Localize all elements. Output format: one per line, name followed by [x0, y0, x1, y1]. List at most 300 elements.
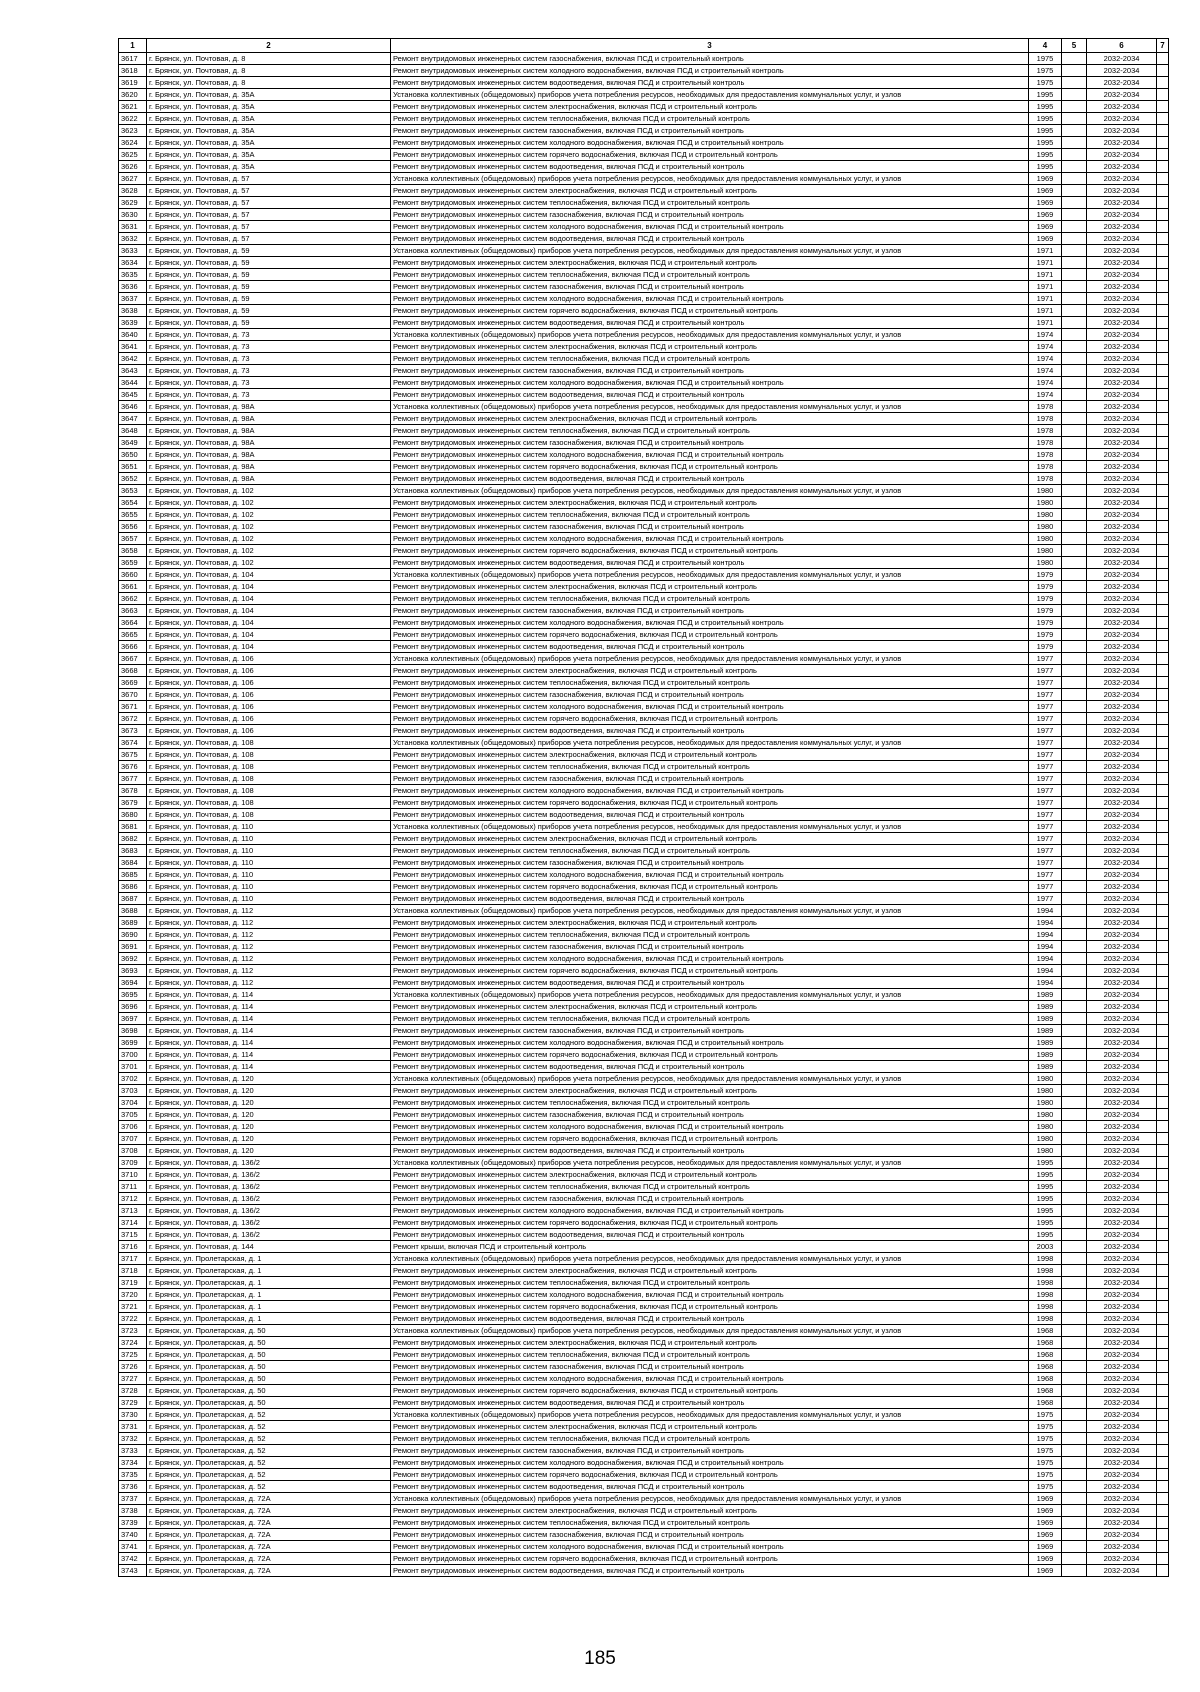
- work-description-cell: Ремонт внутридомовых инженерных систем водоотведения, включая ПСД и строительный контроль: [391, 893, 1029, 905]
- empty-cell: [1062, 857, 1087, 869]
- empty-cell: [1157, 1553, 1169, 1565]
- address-cell: г. Брянск, ул. Почтовая, д. 136/2: [147, 1217, 391, 1229]
- period-cell: 2032-2034: [1087, 1109, 1157, 1121]
- table-row: [119, 1205, 1169, 1217]
- period-cell: 2032-2034: [1087, 1565, 1157, 1577]
- table-row: [119, 257, 1169, 269]
- empty-cell: [1062, 953, 1087, 965]
- period-cell: 2032-2034: [1087, 1253, 1157, 1265]
- row-number-cell: 3680: [119, 809, 147, 821]
- period-cell: 2032-2034: [1087, 473, 1157, 485]
- table-row: [119, 629, 1169, 641]
- table-row: [119, 557, 1169, 569]
- period-cell: 2032-2034: [1087, 989, 1157, 1001]
- year-cell: 1978: [1029, 473, 1062, 485]
- row-number-cell: 3657: [119, 533, 147, 545]
- address-cell: г. Брянск, ул. Почтовая, д. 112: [147, 929, 391, 941]
- year-cell: 1969: [1029, 173, 1062, 185]
- table-row: [119, 1493, 1169, 1505]
- empty-cell: [1062, 1409, 1087, 1421]
- empty-cell: [1157, 1385, 1169, 1397]
- address-cell: г. Брянск, ул. Пролетарская, д. 72А: [147, 1529, 391, 1541]
- year-cell: 1969: [1029, 209, 1062, 221]
- address-cell: г. Брянск, ул. Почтовая, д. 102: [147, 497, 391, 509]
- year-cell: 1977: [1029, 665, 1062, 677]
- period-cell: 2032-2034: [1087, 629, 1157, 641]
- empty-cell: [1062, 1169, 1087, 1181]
- table-row: [119, 761, 1169, 773]
- row-number-cell: 3737: [119, 1493, 147, 1505]
- address-cell: г. Брянск, ул. Почтовая, д. 108: [147, 785, 391, 797]
- table-row: [119, 509, 1169, 521]
- empty-cell: [1062, 1145, 1087, 1157]
- year-cell: 1995: [1029, 125, 1062, 137]
- period-cell: 2032-2034: [1087, 1157, 1157, 1169]
- empty-cell: [1157, 425, 1169, 437]
- row-number-cell: 3697: [119, 1013, 147, 1025]
- row-number-cell: 3720: [119, 1289, 147, 1301]
- empty-cell: [1062, 1109, 1087, 1121]
- period-cell: 2032-2034: [1087, 197, 1157, 209]
- row-number-cell: 3716: [119, 1241, 147, 1253]
- row-number-cell: 3650: [119, 449, 147, 461]
- column-header: 3: [391, 39, 1029, 53]
- empty-cell: [1157, 245, 1169, 257]
- row-number-cell: 3711: [119, 1181, 147, 1193]
- empty-cell: [1157, 557, 1169, 569]
- period-cell: 2032-2034: [1087, 509, 1157, 521]
- table-row: [119, 1565, 1169, 1577]
- address-cell: г. Брянск, ул. Почтовая, д. 120: [147, 1073, 391, 1085]
- row-number-cell: 3662: [119, 593, 147, 605]
- table-row: [119, 113, 1169, 125]
- empty-cell: [1157, 101, 1169, 113]
- work-description-cell: Ремонт внутридомовых инженерных систем холодного водоснабжения, включая ПСД и строительный контроль: [391, 293, 1029, 305]
- period-cell: 2032-2034: [1087, 437, 1157, 449]
- empty-cell: [1157, 1529, 1169, 1541]
- year-cell: 1980: [1029, 1145, 1062, 1157]
- year-cell: 1975: [1029, 1469, 1062, 1481]
- address-cell: г. Брянск, ул. Почтовая, д. 59: [147, 281, 391, 293]
- period-cell: 2032-2034: [1087, 557, 1157, 569]
- empty-cell: [1157, 389, 1169, 401]
- empty-cell: [1062, 1049, 1087, 1061]
- row-number-cell: 3722: [119, 1313, 147, 1325]
- empty-cell: [1157, 53, 1169, 65]
- empty-cell: [1157, 209, 1169, 221]
- empty-cell: [1062, 797, 1087, 809]
- table-row: [119, 1241, 1169, 1253]
- table-row: [119, 125, 1169, 137]
- address-cell: г. Брянск, ул. Пролетарская, д. 72А: [147, 1505, 391, 1517]
- period-cell: 2032-2034: [1087, 1073, 1157, 1085]
- year-cell: 1968: [1029, 1397, 1062, 1409]
- work-description-cell: Ремонт внутридомовых инженерных систем горячего водоснабжения, включая ПСД и строительный контроль: [391, 881, 1029, 893]
- period-cell: 2032-2034: [1087, 1085, 1157, 1097]
- empty-cell: [1062, 1085, 1087, 1097]
- period-cell: 2032-2034: [1087, 881, 1157, 893]
- empty-cell: [1157, 893, 1169, 905]
- row-number-cell: 3644: [119, 377, 147, 389]
- empty-cell: [1157, 365, 1169, 377]
- year-cell: 1977: [1029, 809, 1062, 821]
- work-description-cell: Ремонт внутридомовых инженерных систем газоснабжения, включая ПСД и строительный контроль: [391, 941, 1029, 953]
- address-cell: г. Брянск, ул. Почтовая, д. 114: [147, 1001, 391, 1013]
- empty-cell: [1157, 1073, 1169, 1085]
- year-cell: 1977: [1029, 845, 1062, 857]
- row-number-cell: 3739: [119, 1517, 147, 1529]
- empty-cell: [1157, 917, 1169, 929]
- empty-cell: [1157, 1157, 1169, 1169]
- year-cell: 1989: [1029, 989, 1062, 1001]
- empty-cell: [1157, 77, 1169, 89]
- empty-cell: [1062, 581, 1087, 593]
- work-description-cell: Ремонт внутридомовых инженерных систем горячего водоснабжения, включая ПСД и строительный контроль: [391, 1049, 1029, 1061]
- empty-cell: [1157, 317, 1169, 329]
- empty-cell: [1062, 713, 1087, 725]
- work-description-cell: Ремонт внутридомовых инженерных систем электроснабжения, включая ПСД и строительный контроль: [391, 665, 1029, 677]
- empty-cell: [1157, 533, 1169, 545]
- empty-cell: [1157, 125, 1169, 137]
- year-cell: 1974: [1029, 341, 1062, 353]
- year-cell: 1980: [1029, 545, 1062, 557]
- period-cell: 2032-2034: [1087, 977, 1157, 989]
- empty-cell: [1062, 965, 1087, 977]
- year-cell: 1968: [1029, 1325, 1062, 1337]
- work-description-cell: Ремонт внутридомовых инженерных систем горячего водоснабжения, включая ПСД и строительный контроль: [391, 1301, 1029, 1313]
- address-cell: г. Брянск, ул. Почтовая, д. 112: [147, 941, 391, 953]
- table-row: [119, 1529, 1169, 1541]
- empty-cell: [1062, 1325, 1087, 1337]
- row-number-cell: 3695: [119, 989, 147, 1001]
- address-cell: г. Брянск, ул. Почтовая, д. 108: [147, 737, 391, 749]
- period-cell: 2032-2034: [1087, 485, 1157, 497]
- empty-cell: [1062, 1313, 1087, 1325]
- work-description-cell: Ремонт внутридомовых инженерных систем газоснабжения, включая ПСД и строительный контроль: [391, 281, 1029, 293]
- work-description-cell: Ремонт внутридомовых инженерных систем теплоснабжения, включая ПСД и строительный контроль: [391, 269, 1029, 281]
- empty-cell: [1062, 449, 1087, 461]
- work-description-cell: Ремонт внутридомовых инженерных систем водоотведения, включая ПСД и строительный контроль: [391, 1313, 1029, 1325]
- work-description-cell: Ремонт внутридомовых инженерных систем холодного водоснабжения, включая ПСД и строительный контроль: [391, 533, 1029, 545]
- table-row: [119, 281, 1169, 293]
- empty-cell: [1062, 737, 1087, 749]
- empty-cell: [1062, 1433, 1087, 1445]
- table-row: [119, 1061, 1169, 1073]
- table-row: [119, 401, 1169, 413]
- year-cell: 1995: [1029, 89, 1062, 101]
- address-cell: г. Брянск, ул. Пролетарская, д. 50: [147, 1325, 391, 1337]
- table-row: [119, 1109, 1169, 1121]
- column-header: 2: [147, 39, 391, 53]
- work-description-cell: Установка коллективных (общедомовых) приборов учета потребления ресурсов, необходимых для предоставления коммунальных услуг, и узлов: [391, 329, 1029, 341]
- empty-cell: [1062, 437, 1087, 449]
- year-cell: 1994: [1029, 965, 1062, 977]
- year-cell: 1968: [1029, 1349, 1062, 1361]
- capital-repair-table: [118, 38, 1169, 1577]
- period-cell: 2032-2034: [1087, 1445, 1157, 1457]
- empty-cell: [1062, 197, 1087, 209]
- empty-cell: [1157, 521, 1169, 533]
- address-cell: г. Брянск, ул. Почтовая, д. 106: [147, 689, 391, 701]
- empty-cell: [1062, 1517, 1087, 1529]
- empty-cell: [1062, 185, 1087, 197]
- year-cell: 1977: [1029, 725, 1062, 737]
- empty-cell: [1062, 305, 1087, 317]
- address-cell: г. Брянск, ул. Почтовая, д. 112: [147, 917, 391, 929]
- empty-cell: [1062, 221, 1087, 233]
- address-cell: г. Брянск, ул. Почтовая, д. 106: [147, 677, 391, 689]
- address-cell: г. Брянск, ул. Почтовая, д. 136/2: [147, 1169, 391, 1181]
- year-cell: 1994: [1029, 977, 1062, 989]
- empty-cell: [1157, 1001, 1169, 1013]
- work-description-cell: Ремонт внутридомовых инженерных систем газоснабжения, включая ПСД и строительный контроль: [391, 365, 1029, 377]
- address-cell: г. Брянск, ул. Пролетарская, д. 52: [147, 1469, 391, 1481]
- address-cell: г. Брянск, ул. Почтовая, д. 8: [147, 65, 391, 77]
- empty-cell: [1062, 89, 1087, 101]
- table-row: [119, 293, 1169, 305]
- address-cell: г. Брянск, ул. Почтовая, д. 102: [147, 521, 391, 533]
- table-row: [119, 605, 1169, 617]
- empty-cell: [1062, 1133, 1087, 1145]
- empty-cell: [1157, 161, 1169, 173]
- work-description-cell: Ремонт внутридомовых инженерных систем газоснабжения, включая ПСД и строительный контроль: [391, 1445, 1029, 1457]
- empty-cell: [1157, 1541, 1169, 1553]
- address-cell: г. Брянск, ул. Почтовая, д. 57: [147, 173, 391, 185]
- empty-cell: [1157, 437, 1169, 449]
- row-number-cell: 3665: [119, 629, 147, 641]
- address-cell: г. Брянск, ул. Почтовая, д. 35А: [147, 125, 391, 137]
- address-cell: г. Брянск, ул. Почтовая, д. 57: [147, 185, 391, 197]
- work-description-cell: Ремонт внутридомовых инженерных систем газоснабжения, включая ПСД и строительный контроль: [391, 1025, 1029, 1037]
- address-cell: г. Брянск, ул. Почтовая, д. 108: [147, 797, 391, 809]
- empty-cell: [1062, 605, 1087, 617]
- work-description-cell: Установка коллективных (общедомовых) приборов учета потребления ресурсов, необходимых для предоставления коммунальных услуг, и узлов: [391, 1325, 1029, 1337]
- table-row: [119, 1445, 1169, 1457]
- year-cell: 1974: [1029, 377, 1062, 389]
- table-row: [119, 533, 1169, 545]
- empty-cell: [1157, 605, 1169, 617]
- empty-cell: [1157, 473, 1169, 485]
- address-cell: г. Брянск, ул. Почтовая, д. 136/2: [147, 1157, 391, 1169]
- row-number-cell: 3668: [119, 665, 147, 677]
- empty-cell: [1157, 785, 1169, 797]
- work-description-cell: Ремонт внутридомовых инженерных систем холодного водоснабжения, включая ПСД и строительный контроль: [391, 869, 1029, 881]
- period-cell: 2032-2034: [1087, 1097, 1157, 1109]
- year-cell: 1980: [1029, 533, 1062, 545]
- work-description-cell: Ремонт внутридомовых инженерных систем электроснабжения, включая ПСД и строительный контроль: [391, 1169, 1029, 1181]
- work-description-cell: Ремонт внутридомовых инженерных систем электроснабжения, включая ПСД и строительный контроль: [391, 257, 1029, 269]
- empty-cell: [1157, 1313, 1169, 1325]
- work-description-cell: Установка коллективных (общедомовых) приборов учета потребления ресурсов, необходимых для предоставления коммунальных услуг, и узлов: [391, 1409, 1029, 1421]
- table-row: [119, 713, 1169, 725]
- page-number: 185: [584, 1648, 616, 1669]
- work-description-cell: Ремонт внутридомовых инженерных систем теплоснабжения, включая ПСД и строительный контроль: [391, 1181, 1029, 1193]
- work-description-cell: Ремонт внутридомовых инженерных систем водоотведения, включая ПСД и строительный контроль: [391, 161, 1029, 173]
- empty-cell: [1062, 65, 1087, 77]
- table-row: [119, 653, 1169, 665]
- table-row: [119, 989, 1169, 1001]
- row-number-cell: 3664: [119, 617, 147, 629]
- row-number-cell: 3631: [119, 221, 147, 233]
- work-description-cell: Ремонт внутридомовых инженерных систем газоснабжения, включая ПСД и строительный контроль: [391, 209, 1029, 221]
- empty-cell: [1157, 1097, 1169, 1109]
- period-cell: 2032-2034: [1087, 1145, 1157, 1157]
- work-description-cell: Ремонт внутридомовых инженерных систем горячего водоснабжения, включая ПСД и строительный контроль: [391, 629, 1029, 641]
- work-description-cell: Ремонт внутридомовых инженерных систем электроснабжения, включая ПСД и строительный контроль: [391, 1505, 1029, 1517]
- table-row: [119, 1433, 1169, 1445]
- year-cell: 1994: [1029, 953, 1062, 965]
- address-cell: г. Брянск, ул. Пролетарская, д. 1: [147, 1277, 391, 1289]
- row-number-cell: 3677: [119, 773, 147, 785]
- year-cell: 1969: [1029, 1541, 1062, 1553]
- address-cell: г. Брянск, ул. Почтовая, д. 136/2: [147, 1229, 391, 1241]
- year-cell: 1971: [1029, 245, 1062, 257]
- empty-cell: [1157, 485, 1169, 497]
- row-number-cell: 3731: [119, 1421, 147, 1433]
- empty-cell: [1157, 593, 1169, 605]
- period-cell: 2032-2034: [1087, 185, 1157, 197]
- table-row: [119, 1097, 1169, 1109]
- address-cell: г. Брянск, ул. Почтовая, д. 35А: [147, 89, 391, 101]
- period-cell: 2032-2034: [1087, 293, 1157, 305]
- empty-cell: [1157, 845, 1169, 857]
- empty-cell: [1062, 989, 1087, 1001]
- period-cell: 2032-2034: [1087, 77, 1157, 89]
- empty-cell: [1062, 365, 1087, 377]
- year-cell: 1980: [1029, 1121, 1062, 1133]
- year-cell: 1969: [1029, 1505, 1062, 1517]
- empty-cell: [1157, 725, 1169, 737]
- work-description-cell: Ремонт внутридомовых инженерных систем газоснабжения, включая ПСД и строительный контроль: [391, 605, 1029, 617]
- empty-cell: [1062, 929, 1087, 941]
- empty-cell: [1157, 1049, 1169, 1061]
- empty-cell: [1062, 761, 1087, 773]
- table-row: [119, 1265, 1169, 1277]
- year-cell: 1974: [1029, 353, 1062, 365]
- year-cell: 1974: [1029, 329, 1062, 341]
- address-cell: г. Брянск, ул. Почтовая, д. 120: [147, 1109, 391, 1121]
- year-cell: 1977: [1029, 893, 1062, 905]
- row-number-cell: 3715: [119, 1229, 147, 1241]
- empty-cell: [1157, 1481, 1169, 1493]
- year-cell: 1969: [1029, 197, 1062, 209]
- row-number-cell: 3690: [119, 929, 147, 941]
- address-cell: г. Брянск, ул. Почтовая, д. 35А: [147, 149, 391, 161]
- table-row: [119, 317, 1169, 329]
- work-description-cell: Ремонт внутридомовых инженерных систем холодного водоснабжения, включая ПСД и строительный контроль: [391, 1205, 1029, 1217]
- work-description-cell: Ремонт внутридомовых инженерных систем горячего водоснабжения, включая ПСД и строительный контроль: [391, 305, 1029, 317]
- empty-cell: [1062, 461, 1087, 473]
- row-number-cell: 3683: [119, 845, 147, 857]
- table-row: [119, 197, 1169, 209]
- year-cell: 1979: [1029, 581, 1062, 593]
- row-number-cell: 3699: [119, 1037, 147, 1049]
- table-row: [119, 521, 1169, 533]
- row-number-cell: 3702: [119, 1073, 147, 1085]
- empty-cell: [1157, 869, 1169, 881]
- period-cell: 2032-2034: [1087, 701, 1157, 713]
- work-description-cell: Ремонт внутридомовых инженерных систем водоотведения, включая ПСД и строительный контроль: [391, 557, 1029, 569]
- table-row: [119, 473, 1169, 485]
- period-cell: 2032-2034: [1087, 125, 1157, 137]
- address-cell: г. Брянск, ул. Почтовая, д. 108: [147, 749, 391, 761]
- address-cell: г. Брянск, ул. Пролетарская, д. 50: [147, 1361, 391, 1373]
- row-number-cell: 3703: [119, 1085, 147, 1097]
- year-cell: 1995: [1029, 1217, 1062, 1229]
- empty-cell: [1157, 281, 1169, 293]
- period-cell: 2032-2034: [1087, 1241, 1157, 1253]
- row-number-cell: 3694: [119, 977, 147, 989]
- year-cell: 1989: [1029, 1037, 1062, 1049]
- address-cell: г. Брянск, ул. Почтовая, д. 136/2: [147, 1193, 391, 1205]
- row-number-cell: 3707: [119, 1133, 147, 1145]
- row-number-cell: 3700: [119, 1049, 147, 1061]
- year-cell: 1978: [1029, 449, 1062, 461]
- address-cell: г. Брянск, ул. Пролетарская, д. 50: [147, 1397, 391, 1409]
- address-cell: г. Брянск, ул. Почтовая, д. 59: [147, 293, 391, 305]
- year-cell: 1989: [1029, 1013, 1062, 1025]
- empty-cell: [1157, 1445, 1169, 1457]
- empty-cell: [1062, 1025, 1087, 1037]
- period-cell: 2032-2034: [1087, 1193, 1157, 1205]
- period-cell: 2032-2034: [1087, 137, 1157, 149]
- row-number-cell: 3621: [119, 101, 147, 113]
- table-row: [119, 929, 1169, 941]
- row-number-cell: 3637: [119, 293, 147, 305]
- address-cell: г. Брянск, ул. Пролетарская, д. 52: [147, 1481, 391, 1493]
- address-cell: г. Брянск, ул. Почтовая, д. 136/2: [147, 1181, 391, 1193]
- period-cell: 2032-2034: [1087, 581, 1157, 593]
- row-number-cell: 3692: [119, 953, 147, 965]
- year-cell: 1998: [1029, 1265, 1062, 1277]
- empty-cell: [1157, 89, 1169, 101]
- work-description-cell: Установка коллективных (общедомовых) приборов учета потребления ресурсов, необходимых для предоставления коммунальных услуг, и узлов: [391, 1253, 1029, 1265]
- year-cell: 1975: [1029, 1433, 1062, 1445]
- year-cell: 1995: [1029, 1157, 1062, 1169]
- year-cell: 1980: [1029, 1073, 1062, 1085]
- empty-cell: [1157, 1469, 1169, 1481]
- empty-cell: [1157, 1169, 1169, 1181]
- address-cell: г. Брянск, ул. Почтовая, д. 73: [147, 329, 391, 341]
- period-cell: 2032-2034: [1087, 425, 1157, 437]
- empty-cell: [1062, 1253, 1087, 1265]
- period-cell: 2032-2034: [1087, 1409, 1157, 1421]
- work-description-cell: Установка коллективных (общедомовых) приборов учета потребления ресурсов, необходимых для предоставления коммунальных услуг, и узлов: [391, 569, 1029, 581]
- empty-cell: [1062, 281, 1087, 293]
- empty-cell: [1062, 653, 1087, 665]
- period-cell: 2032-2034: [1087, 1337, 1157, 1349]
- row-number-cell: 3617: [119, 53, 147, 65]
- period-cell: 2032-2034: [1087, 941, 1157, 953]
- address-cell: г. Брянск, ул. Почтовая, д. 114: [147, 1049, 391, 1061]
- address-cell: г. Брянск, ул. Почтовая, д. 102: [147, 545, 391, 557]
- empty-cell: [1062, 473, 1087, 485]
- period-cell: 2032-2034: [1087, 1541, 1157, 1553]
- table-row: [119, 101, 1169, 113]
- work-description-cell: Ремонт внутридомовых инженерных систем холодного водоснабжения, включая ПСД и строительный контроль: [391, 1037, 1029, 1049]
- period-cell: 2032-2034: [1087, 1433, 1157, 1445]
- row-number-cell: 3670: [119, 689, 147, 701]
- empty-cell: [1062, 533, 1087, 545]
- empty-cell: [1157, 881, 1169, 893]
- year-cell: 1978: [1029, 461, 1062, 473]
- period-cell: 2032-2034: [1087, 1325, 1157, 1337]
- work-description-cell: Ремонт внутридомовых инженерных систем теплоснабжения, включая ПСД и строительный контроль: [391, 1277, 1029, 1289]
- period-cell: 2032-2034: [1087, 1373, 1157, 1385]
- period-cell: 2032-2034: [1087, 1301, 1157, 1313]
- work-description-cell: Ремонт внутридомовых инженерных систем теплоснабжения, включая ПСД и строительный контроль: [391, 1013, 1029, 1025]
- empty-cell: [1062, 773, 1087, 785]
